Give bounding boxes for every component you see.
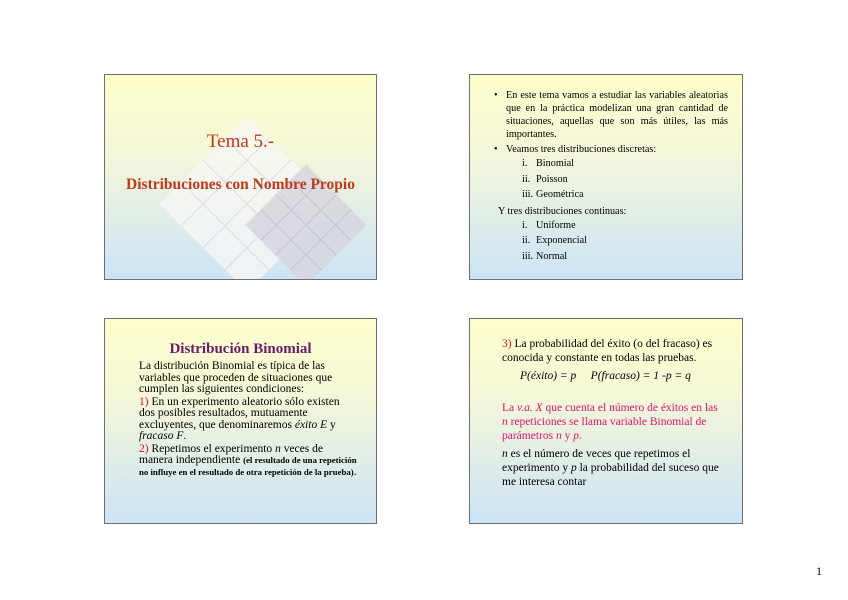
slide-4-parameters: [469, 318, 743, 524]
slide-title: Tema 5.-: [206, 131, 275, 152]
slide-3-binomial: [104, 318, 377, 524]
condition-1: 1) En un experimento aleatorio sólo existen dos posibles resultados, mutuamente excluyentes, que denominaremos éxito E y fracaso F.: [139, 395, 340, 442]
item-label: Geométrica: [536, 189, 584, 200]
slide-2-overview: [469, 74, 743, 280]
condition-number: 3): [502, 338, 512, 350]
slide-body: [139, 361, 357, 479]
item-label: Uniforme: [536, 219, 576, 231]
slide-subtitle: Distribuciones con Nombre Propio: [126, 176, 355, 193]
continuous-item: [492, 218, 728, 234]
item-label: Normal: [536, 250, 568, 262]
condition-2: 2) Repetimos el experimento n veces de manera independiente (el resultado de una repetición no influye en el resultado de otra repetición de la prueba).: [139, 442, 357, 478]
intro-paragraph: La distribución Binomial es típica de las variables que proceden de situaciones que cumplen las siguientes condiciones:: [139, 360, 333, 395]
parameter-explanation: n es el número de veces que repetimos el experimento y p la probabilidad del suceso que me interesa contar: [502, 448, 719, 488]
discrete-item: [492, 172, 728, 188]
continuous-intro: Y tres distribuciones continuas:: [498, 205, 627, 217]
item-number: i.: [522, 158, 528, 169]
item-number: iii.: [522, 189, 534, 200]
item-number: ii.: [522, 173, 531, 185]
discrete-item: [492, 187, 728, 203]
condition-3: 3) La probabilidad del éxito (o del fracaso) es conocida y constante en todas las pruebas.: [502, 338, 713, 364]
item-number: i.: [522, 219, 528, 231]
continuous-item: [492, 249, 728, 265]
item-number: iii.: [522, 250, 534, 262]
bullet-intro: • En este tema vamos a estudiar las variables aleatorias que en la práctica modelizan una gran cantidad de situaciones, aquellas que son más útiles, las más importantes.: [492, 89, 728, 141]
item-label: Poisson: [536, 173, 568, 185]
bullet-list: [492, 89, 728, 264]
continuous-item: [492, 233, 728, 249]
item-label: Binomial: [536, 158, 574, 169]
slide-1-title: [104, 74, 377, 280]
condition-number: 1): [139, 395, 149, 408]
item-number: ii.: [522, 235, 531, 246]
random-variable-definition: La v.a. X que cuenta el número de éxitos en las n repeticiones se llama variable Binomial de parámetros n y p.: [502, 402, 718, 442]
page-number: 1: [816, 564, 822, 578]
condition-number: 2): [139, 442, 149, 455]
item-label: Exponencial: [536, 235, 587, 246]
probability-equation: P(éxito) = p P(fracaso) = 1 -p = q: [520, 370, 691, 382]
bullet-discrete: • Veamos tres distribuciones discretas:: [492, 143, 728, 156]
parenthetical-note: (el resultado de una repetición no influye en el resultado de otra repetición de la prueba): [139, 455, 357, 477]
slide-title: Distribución Binomial: [169, 341, 312, 357]
slide-body: [502, 337, 724, 489]
discrete-item: [492, 156, 728, 172]
